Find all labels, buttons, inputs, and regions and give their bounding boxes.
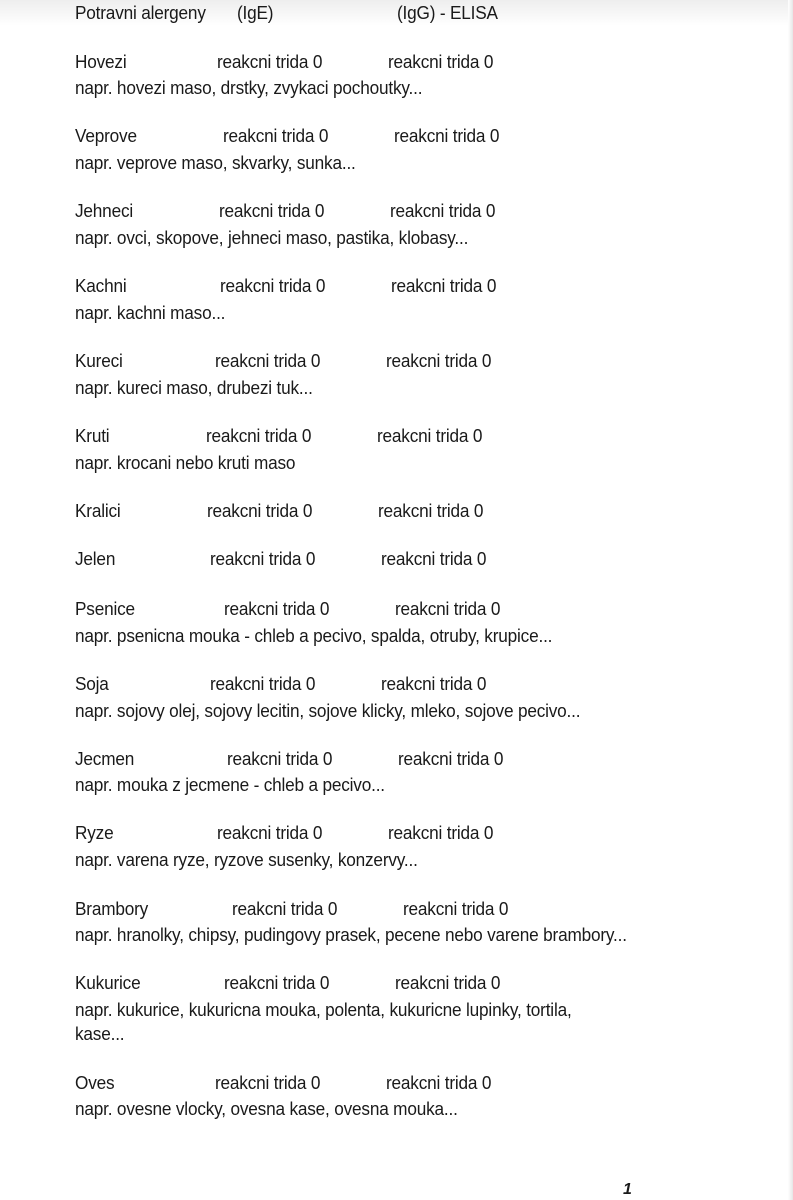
allergen-ige-class: reakcni trida 0 [227,748,333,769]
allergen-ige-class: reakcni trida 0 [206,425,312,446]
allergen-ige-class: reakcni trida 0 [224,972,330,993]
allergen-note: napr. krocani nebo kruti maso [75,452,296,473]
allergen-igg-class: reakcni trida 0 [386,1072,492,1093]
allergen-name: Hovezi [75,51,127,72]
allergen-note: napr. kachni maso... [75,302,226,323]
allergen-name: Kruti [75,425,110,446]
allergen-igg-class: reakcni trida 0 [403,898,509,919]
allergen-igg-class: reakcni trida 0 [386,350,492,371]
allergen-note: napr. hovezi maso, drstky, zvykaci pochoutky... [75,77,423,98]
allergen-igg-class: reakcni trida 0 [395,972,501,993]
allergen-name: Kukurice [75,972,141,993]
allergen-ige-class: reakcni trida 0 [232,898,338,919]
allergen-name: Psenice [75,598,135,619]
allergen-name: Ryze [75,822,114,843]
allergen-ige-class: reakcni trida 0 [210,673,316,694]
allergen-ige-class: reakcni trida 0 [215,350,321,371]
allergen-igg-class: reakcni trida 0 [391,275,497,296]
allergen-igg-class: reakcni trida 0 [378,500,484,521]
allergen-name: Jelen [75,548,116,569]
allergen-note: napr. mouka z jecmene - chleb a pecivo... [75,774,385,795]
allergen-note-continued: kase... [75,1023,125,1044]
allergen-igg-class: reakcni trida 0 [381,673,487,694]
allergen-note: napr. sojovy olej, sojovy lecitin, sojove klicky, mleko, sojove pecivo... [75,700,581,721]
allergen-note: napr. varena ryze, ryzove susenky, konzervy... [75,849,418,870]
column-header-igg: (IgG) - ELISA [397,2,498,23]
allergen-name: Oves [75,1072,115,1093]
allergen-note: napr. kureci maso, drubezi tuk... [75,377,313,398]
allergen-name: Kachni [75,275,127,296]
allergen-note: napr. psenicna mouka - chleb a pecivo, spalda, otruby, krupice... [75,625,553,646]
allergen-note: napr. kukurice, kukuricna mouka, polenta, kukuricne lupinky, tortila, [75,999,572,1020]
allergen-name: Jehneci [75,200,134,221]
allergen-igg-class: reakcni trida 0 [377,425,483,446]
allergen-igg-class: reakcni trida 0 [398,748,504,769]
document-title: Potravni alergeny [75,2,206,23]
allergen-ige-class: reakcni trida 0 [224,598,330,619]
allergen-name: Soja [75,673,109,694]
page-number: 1 [623,1181,632,1198]
column-header-ige: (IgE) [237,2,274,23]
allergen-ige-class: reakcni trida 0 [215,1072,321,1093]
allergen-name: Kralici [75,500,121,521]
allergen-ige-class: reakcni trida 0 [207,500,313,521]
allergen-name: Veprove [75,125,137,146]
allergen-name: Kureci [75,350,123,371]
allergen-igg-class: reakcni trida 0 [388,51,494,72]
allergen-ige-class: reakcni trida 0 [210,548,316,569]
allergen-ige-class: reakcni trida 0 [217,51,323,72]
allergen-note: napr. ovesne vlocky, ovesna kase, ovesna mouka... [75,1098,458,1119]
allergen-igg-class: reakcni trida 0 [381,548,487,569]
allergen-igg-class: reakcni trida 0 [395,598,501,619]
allergen-name: Jecmen [75,748,135,769]
allergen-ige-class: reakcni trida 0 [219,200,325,221]
page-edge-shadow [788,0,793,1200]
allergen-ige-class: reakcni trida 0 [217,822,323,843]
allergen-ige-class: reakcni trida 0 [220,275,326,296]
allergen-name: Brambory [75,898,149,919]
allergen-igg-class: reakcni trida 0 [390,200,496,221]
allergen-note: napr. hranolky, chipsy, pudingovy prasek, pecene nebo varene brambory... [75,924,627,945]
allergen-igg-class: reakcni trida 0 [394,125,500,146]
allergen-igg-class: reakcni trida 0 [388,822,494,843]
allergen-ige-class: reakcni trida 0 [223,125,329,146]
allergen-note: napr. ovci, skopove, jehneci maso, pastika, klobasy... [75,227,469,248]
allergen-note: napr. veprove maso, skvarky, sunka... [75,152,356,173]
